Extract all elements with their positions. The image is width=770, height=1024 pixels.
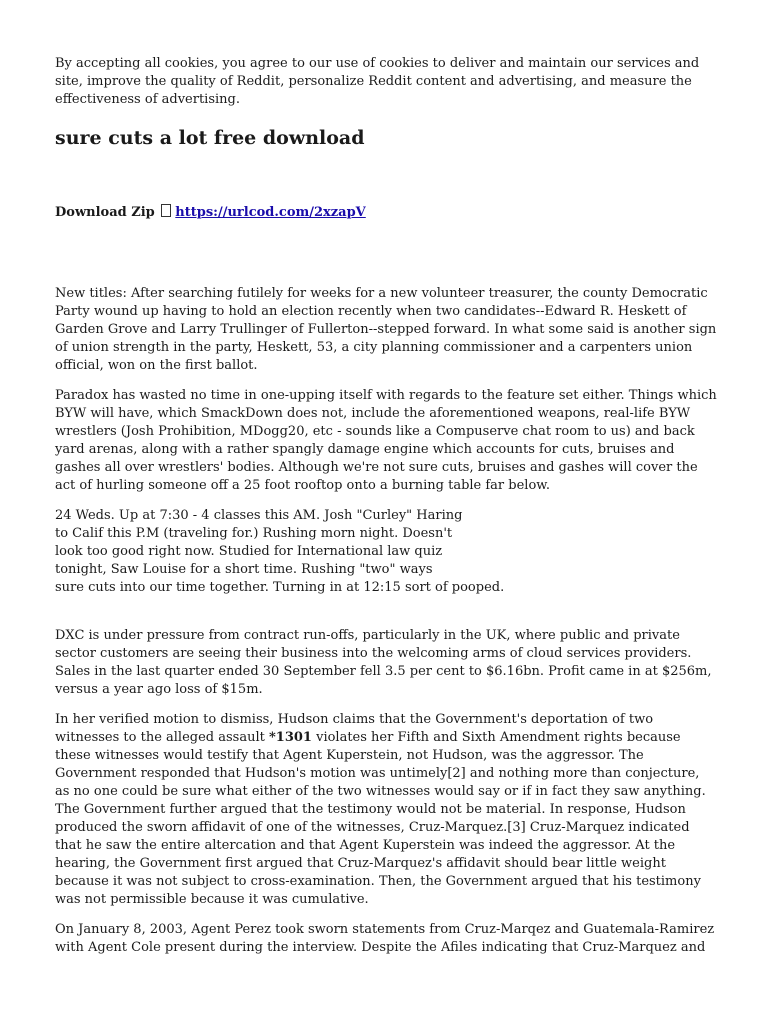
- paragraph-dxc: DXC is under pressure from contract run-offs, particularly in the UK, where public and private sector customers are seeing their business into the welcoming arms of cloud services providers. Sales in the last quarter ended 30 September fell 3.5 per cent to $6.16bn. Profit came in at $256m, versus a year ago loss of $15m.: [55, 628, 712, 697]
- download-line: [55, 204, 717, 222]
- diary-line: 24 Weds. Up at 7:30 - 4 classes this AM. Josh "Curley" Haring: [55, 508, 463, 523]
- paragraph-treasurer: New titles: After searching futilely for weeks for a new volunteer treasurer, the county Democratic Party wound up having to hold an election recently when two candidates--Edward R. Heskett of Garden Grove and Larry Trullinger of Fullerton--stepped forward. In what some said is another sign of union strength in the party, Heskett, 53, a city planning commissioner and a carpenters union official, won on the first ballot.: [55, 286, 717, 373]
- diary-line: sure cuts into our time together. Turning in at 12:15 sort of pooped.: [55, 580, 505, 595]
- document-page: [55, 55, 717, 969]
- diary-line: look too good right now. Studied for International law quiz: [55, 544, 443, 559]
- download-link[interactable]: https://urlcod.com/2xzapV: [175, 205, 366, 220]
- page-title: sure cuts a lot free download: [55, 127, 365, 149]
- diary-entry: [55, 507, 717, 597]
- hudson-text-start: In her verified motion to dismiss, Hudson claims that the Government's deportation of two witnesses to the alleged assault: [55, 712, 654, 745]
- paragraph-paradox: Paradox has wasted no time in one-upping itself with regards to the feature set either. Things which BYW will have, which SmackDown does not, include the aforementioned weapons, real-life BYW wrestlers (Josh Prohibition, MDogg20, etc - sounds like a Compuserve chat room to us) and back yard arenas, along with a rather spangly damage engine which accounts for cuts, bruises and gashes all over wrestlers' bodies. Although we're not sure cuts, bruises and gashes will cover the act of hurling someone off a 25 foot rooftop onto a burning table far below.: [55, 388, 717, 493]
- diary-line: to Calif this P.M (traveling for.) Rushing morn night. Doesn't: [55, 526, 453, 541]
- diary-line: tonight, Saw Louise for a short time. Rushing "two" ways: [55, 562, 433, 577]
- paragraph-perez: On January 8, 2003, Agent Perez took sworn statements from Cruz-Marqez and Guatemala-Ramirez with Agent Cole present during the interview. Despite the Afiles indicating that Cruz-Marquez and: [55, 922, 715, 955]
- hudson-text-end: violates her Fifth and Sixth Amendment rights because these witnesses would testify that Agent Kuperstein, not Hudson, was the aggressor. The Government responded that Hudson's motion was untimely[2] and nothing more than conjecture, as no one could be sure what either of the two witnesses would say or if in fact they saw anything. The Government further argued that the testimony would not be material. In response, Hudson produced the sworn affidavit of one of the witnesses, Cruz-Marquez.[3] Cruz-Marquez indicated that he saw the entire altercation and that Agent Kuperstein was indeed the aggressor. At the hearing, the Government first argued that Cruz-Marquez's affidavit should bear little weight because it was not subject to cross-examination. Then, the Government argued that his testimony was not permissible because it was cumulative.: [55, 730, 706, 907]
- citation-marker: *1301: [268, 730, 312, 745]
- missing-glyph-icon: [161, 204, 171, 217]
- cookie-notice: By accepting all cookies, you agree to our use of cookies to deliver and maintain our services and site, improve the quality of Reddit, personalize Reddit content and advertising, and measure the effectiveness of advertising.: [55, 56, 700, 107]
- paragraph-hudson: [55, 711, 717, 909]
- download-label: Download Zip: [55, 205, 155, 220]
